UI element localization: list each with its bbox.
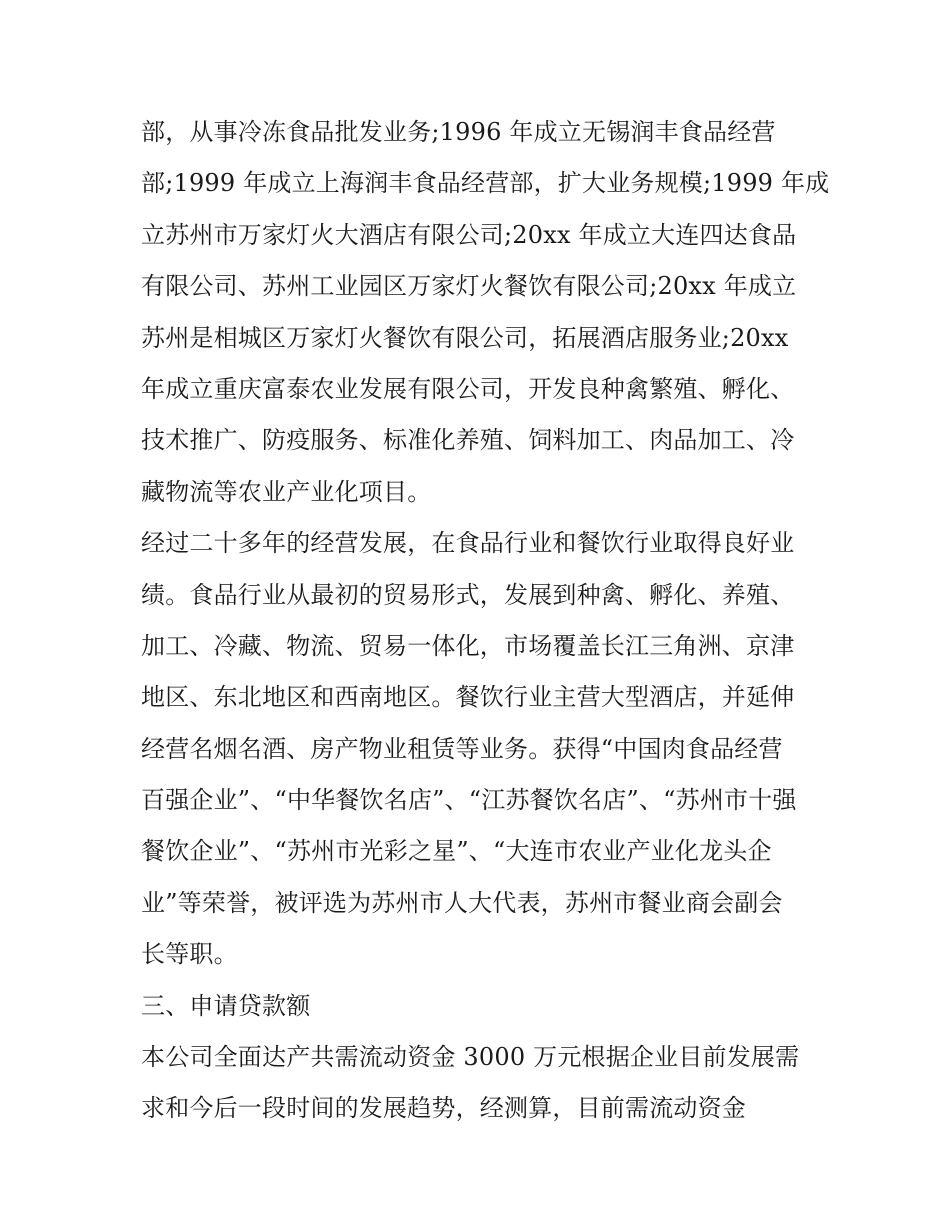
- text-line: 部;1999 年成立上海润丰食品经营部，扩大业务规模;1999 年成: [141, 169, 830, 198]
- text-line: 绩。食品行业从最初的贸易形式，发展到种禽、孵化、养殖、: [141, 580, 795, 609]
- text-line: 有限公司、苏州工业园区万家灯火餐饮有限公司;20xx 年成立: [141, 272, 797, 301]
- text-line: 百强企业”、“中华餐饮名店”、“江苏餐饮名店”、“苏州市十强: [141, 786, 797, 815]
- text-line: 本公司全面达产共需流动资金 3000 万元根据企业目前发展需: [141, 1043, 800, 1072]
- document-body: [141, 107, 830, 1135]
- text-line: 地区、东北地区和西南地区。餐饮行业主营大型酒店，并延伸: [141, 683, 795, 712]
- text-line: 长等职。: [141, 940, 238, 969]
- text-line: 加工、冷藏、物流、贸易一体化，市场覆盖长江三角洲、京津: [141, 631, 795, 660]
- text-line: 经过二十多年的经营发展，在食品行业和餐饮行业取得良好业: [141, 529, 795, 558]
- text-line: 经营名烟名酒、房产物业租赁等业务。获得“中国肉食品经营: [141, 734, 783, 763]
- text-line: 藏物流等农业产业化项目。: [141, 477, 432, 506]
- section-heading: 三、申请贷款额: [141, 991, 311, 1020]
- text-line: 餐饮企业”、“苏州市光彩之星”、“大连市农业产业化龙头企: [141, 837, 772, 866]
- text-line: 业”等荣誉，被评选为苏州市人大代表，苏州市餐业商会副会: [141, 888, 783, 917]
- text-line: 部，从事冷冻食品批发业务;1996 年成立无锡润丰食品经营: [141, 118, 776, 146]
- text-line: 求和今后一段时间的发展趋势，经测算，目前需流动资金: [141, 1094, 746, 1123]
- text-line: 立苏州市万家灯火大酒店有限公司;20xx 年成立大连四达食品: [141, 220, 797, 249]
- text-line: 技术推广、防疫服务、标准化养殖、饲料加工、肉品加工、冷: [141, 426, 795, 455]
- text-line: 苏州是相城区万家灯火餐饮有限公司，拓展酒店服务业;20xx: [141, 323, 789, 352]
- text-line: 年成立重庆富泰农业发展有限公司，开发良种禽繁殖、孵化、: [141, 374, 795, 403]
